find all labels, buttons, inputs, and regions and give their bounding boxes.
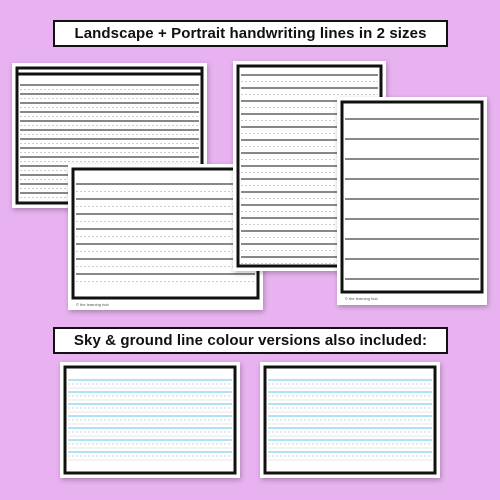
footer-mark: © the learning hub	[345, 296, 378, 301]
sheet-ruling	[60, 362, 240, 478]
footer-mark: © the learning hub	[76, 302, 109, 307]
bottom-heading-banner	[53, 327, 448, 354]
top-heading-text: Landscape + Portrait handwriting lines in 2 sizes	[74, 25, 427, 42]
sheet-ruling	[337, 97, 487, 305]
top-heading-banner	[53, 20, 448, 47]
portrait-sheet-large-lines	[337, 97, 487, 305]
colour-sheet-version-2	[260, 362, 440, 478]
bottom-heading-text: Sky & ground line colour versions also included:	[73, 332, 428, 349]
colour-sheet-version-1	[60, 362, 240, 478]
sheet-ruling	[260, 362, 440, 478]
